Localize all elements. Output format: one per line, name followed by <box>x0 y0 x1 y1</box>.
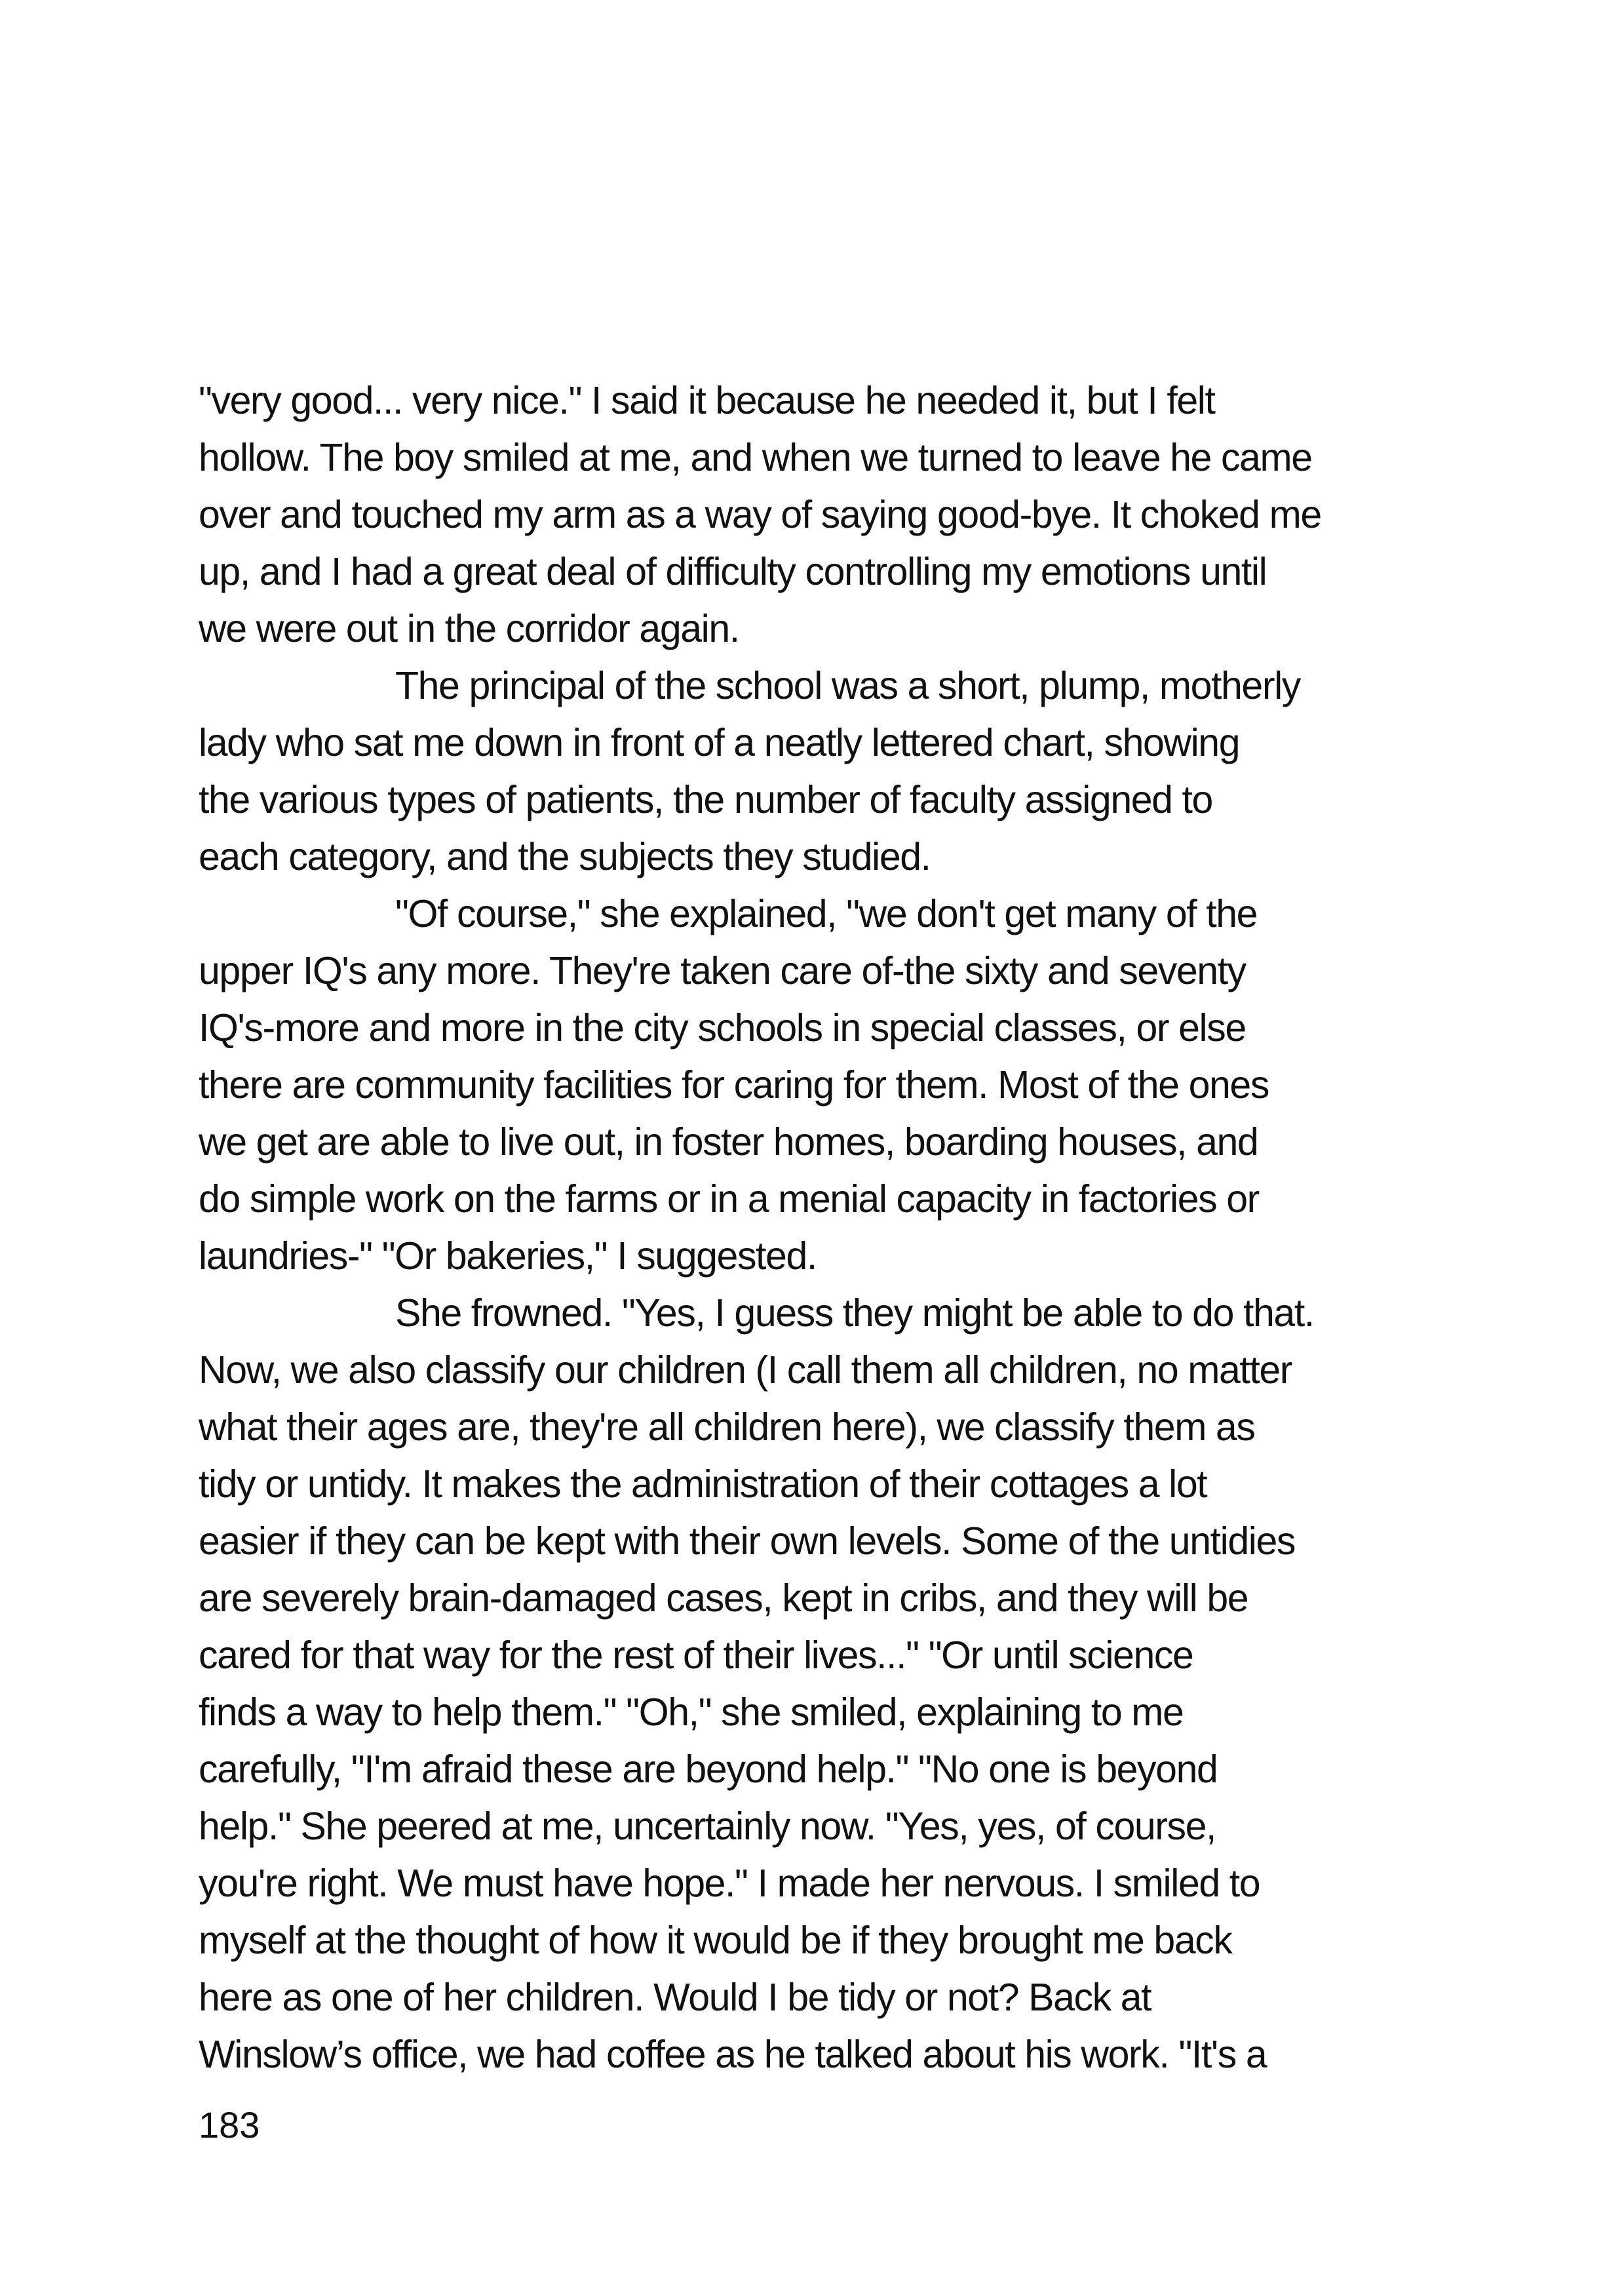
text-line: Now, we also classify our children (I call them all children, no matter <box>199 1348 1292 1392</box>
text-line: tidy or untidy. It makes the administration of their cottages a lot <box>199 1462 1207 1506</box>
text-line: there are community facilities for caring for them. Most of the ones <box>199 1063 1269 1107</box>
text-line: finds a way to help them." "Oh," she smiled, explaining to me <box>199 1691 1184 1734</box>
text-line: help." She peered at me, uncertainly now. "Yes, yes, of course, <box>199 1805 1216 1848</box>
text-line: we were out in the corridor again. <box>199 607 739 650</box>
text-line: laundries-" "Or bakeries," I suggested. <box>199 1234 817 1278</box>
text-line: myself at the thought of how it would be if they brought me back <box>199 1919 1232 1962</box>
paragraph-start-line: She frowned. "Yes, I guess they might be able to do that. <box>395 1291 1314 1335</box>
text-line: here as one of her children. Would I be tidy or not? Back at <box>199 1976 1151 2019</box>
paragraph-start-line: "Of course," she explained, "we don't get many of the <box>395 892 1258 935</box>
text-line: Winslow’s office, we had coffee as he talked about his work. "It's a <box>199 2033 1267 2076</box>
text-line: upper IQ's any more. They're taken care of-the sixty and seventy <box>199 949 1246 992</box>
text-line: what their ages are, they're all children here), we classify them as <box>199 1405 1255 1449</box>
text-line: over and touched my arm as a way of saying good-bye. It choked me <box>199 493 1321 536</box>
text-line: do simple work on the farms or in a menial capacity in factories or <box>199 1177 1259 1221</box>
text-line: each category, and the subjects they studied. <box>199 835 931 878</box>
text-line: carefully, "I'm afraid these are beyond help." "No one is beyond <box>199 1748 1218 1791</box>
text-line: hollow. The boy smiled at me, and when we turned to leave he came <box>199 436 1312 479</box>
text-line: we get are able to live out, in foster homes, boarding houses, and <box>199 1120 1258 1164</box>
text-line: lady who sat me down in front of a neatly lettered chart, showing <box>199 721 1240 764</box>
text-line: the various types of patients, the number of faculty assigned to <box>199 778 1212 821</box>
paragraph-start-line: The principal of the school was a short, plump, motherly <box>395 664 1300 707</box>
text-line: IQ's-more and more in the city schools in special classes, or else <box>199 1006 1246 1049</box>
text-line: cared for that way for the rest of their lives..." "Or until science <box>199 1634 1193 1677</box>
text-line: are severely brain-damaged cases, kept in cribs, and they will be <box>199 1577 1248 1620</box>
text-line: up, and I had a great deal of difficulty controlling my emotions until <box>199 550 1267 593</box>
page-number: 183 <box>199 2104 260 2146</box>
body-text <box>199 372 1444 2083</box>
text-line: you're right. We must have hope." I made her nervous. I smiled to <box>199 1862 1260 1905</box>
text-line: easier if they can be kept with their own levels. Some of the untidies <box>199 1519 1295 1563</box>
text-line: "very good... very nice." I said it because he needed it, but I felt <box>199 379 1215 422</box>
